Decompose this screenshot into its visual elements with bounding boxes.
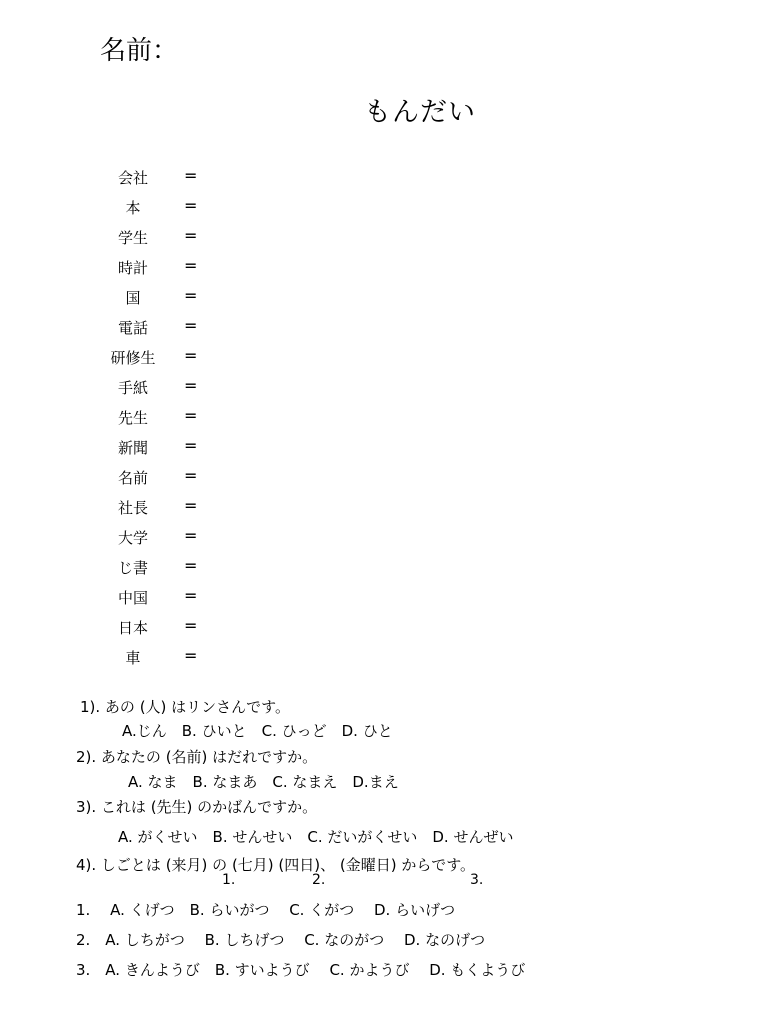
vocab-word: 名前 bbox=[117, 469, 148, 487]
question-3: 3). これは (先生) のかばんですか。 bbox=[76, 798, 318, 816]
equals-sign: = bbox=[184, 166, 198, 185]
vocab-row bbox=[90, 193, 230, 223]
vocab-word: 中国 bbox=[117, 589, 148, 607]
vocab-word: 学生 bbox=[117, 229, 148, 247]
vocab-row bbox=[90, 463, 230, 493]
vocab-row bbox=[90, 373, 230, 403]
vocab-word: 車 bbox=[125, 649, 141, 667]
vocab-word: 大学 bbox=[117, 529, 148, 547]
equals-sign: = bbox=[184, 556, 198, 575]
question-4-sub-2: 2. A. しちがつ B. しちげつ C. なのがつ D. なのげつ bbox=[76, 931, 486, 949]
vocab-row bbox=[90, 403, 230, 433]
equals-sign: = bbox=[184, 196, 198, 215]
page-title: もんだい bbox=[364, 97, 476, 128]
question-1-options: A.じん B. ひいと C. ひっど D. ひと bbox=[122, 722, 393, 740]
vocab-word: 時計 bbox=[117, 259, 148, 277]
equals-sign: = bbox=[184, 586, 198, 605]
vocab-word: じ書 bbox=[117, 559, 148, 577]
vocab-row bbox=[90, 223, 230, 253]
vocab-word: 国 bbox=[125, 289, 141, 307]
vocab-row bbox=[90, 283, 230, 313]
equals-sign: = bbox=[184, 286, 198, 305]
vocab-word: 本 bbox=[125, 199, 141, 217]
vocab-word: 電話 bbox=[117, 319, 148, 337]
vocab-row bbox=[90, 343, 230, 373]
vocab-word: 社長 bbox=[117, 499, 148, 517]
question-4: 4). しごとは (来月) の (七月) (四日)、 (金曜日) からです。 bbox=[76, 856, 476, 874]
vocab-row bbox=[90, 553, 230, 583]
vocab-word: 会社 bbox=[117, 169, 148, 187]
vocab-row bbox=[90, 493, 230, 523]
vocab-list bbox=[90, 163, 230, 673]
vocab-word: 先生 bbox=[117, 409, 148, 427]
question-4-marker-3: 3. bbox=[470, 872, 484, 888]
vocab-row bbox=[90, 523, 230, 553]
equals-sign: = bbox=[184, 466, 198, 485]
question-3-options: A. がくせい B. せんせい C. だいがくせい D. せんぜい bbox=[118, 828, 514, 846]
vocab-word: 手紙 bbox=[117, 379, 148, 397]
question-4-marker-2: 2. bbox=[312, 872, 326, 888]
equals-sign: = bbox=[184, 436, 198, 455]
equals-sign: = bbox=[184, 346, 198, 365]
name-label: 名前： bbox=[100, 36, 179, 66]
question-1: 1). あの (人) はリンさんです。 bbox=[80, 698, 290, 716]
equals-sign: = bbox=[184, 376, 198, 395]
question-2-options: A. なま B. なまあ C. なまえ D.まえ bbox=[128, 773, 399, 791]
vocab-word: 新聞 bbox=[117, 439, 148, 457]
vocab-row bbox=[90, 163, 230, 193]
vocab-row bbox=[90, 253, 230, 283]
equals-sign: = bbox=[184, 226, 198, 245]
vocab-word: 日本 bbox=[117, 619, 148, 637]
equals-sign: = bbox=[184, 496, 198, 515]
equals-sign: = bbox=[184, 616, 198, 635]
vocab-row bbox=[90, 313, 230, 343]
equals-sign: = bbox=[184, 646, 198, 665]
vocab-row bbox=[90, 643, 230, 673]
question-4-marker-1: 1. bbox=[222, 872, 236, 888]
equals-sign: = bbox=[184, 316, 198, 335]
question-4-sub-1: 1. A. くげつ B. らいがつ C. くがつ D. らいげつ bbox=[76, 901, 456, 919]
vocab-word: 研修生 bbox=[110, 349, 156, 367]
equals-sign: = bbox=[184, 406, 198, 425]
equals-sign: = bbox=[184, 526, 198, 545]
vocab-row bbox=[90, 583, 230, 613]
vocab-row bbox=[90, 613, 230, 643]
question-2: 2). あなたの (名前) はだれですか。 bbox=[76, 748, 318, 766]
vocab-row bbox=[90, 433, 230, 463]
question-4-sub-3: 3. A. きんようび B. すいようび C. かようび D. もくようび bbox=[76, 961, 526, 979]
equals-sign: = bbox=[184, 256, 198, 275]
